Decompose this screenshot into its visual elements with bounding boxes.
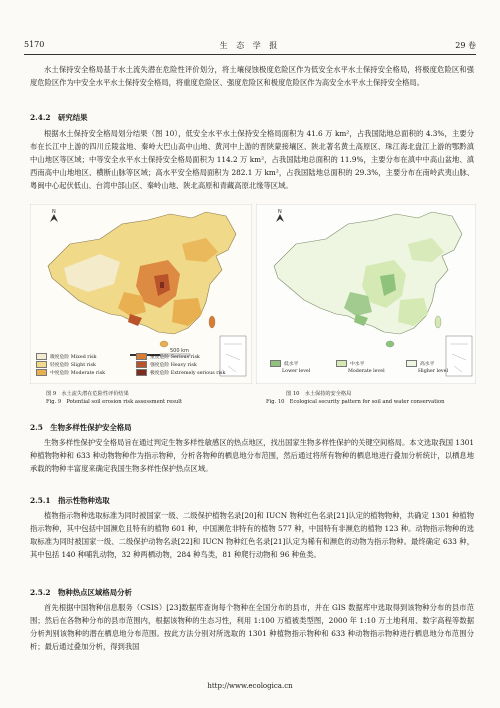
- legend-item-higher-level: 高水平 Higher level: [406, 360, 448, 375]
- figure-10-caption: [266, 390, 476, 406]
- legend-item-mixed-risk: 微度危险 Mixed risk: [36, 353, 97, 361]
- section-2-5-2-heading: 2.5.2 物种热点区域格局分析: [30, 588, 132, 597]
- header-rule: [24, 54, 476, 55]
- figure-9-caption: [46, 390, 246, 406]
- legend-item-serious-risk: 重度危险 Serious risk: [136, 353, 200, 361]
- section-2-4-2-heading: 2.4.2 研究结果: [30, 113, 88, 122]
- security-pattern-map: [256, 204, 476, 384]
- scale-label: 500 km: [170, 348, 189, 354]
- figure-9-caption-cn: 图 9 水土流失潜在危险性评价结果: [46, 391, 129, 397]
- legend-swatch: [270, 360, 281, 367]
- figure-10-caption-cn: 图 10 水土保持的安全格局: [286, 391, 352, 397]
- legend-item-slight-risk: 轻度危险 Slight risk: [36, 361, 96, 369]
- figure-10-legend: [270, 360, 470, 376]
- legend-swatch: [36, 369, 47, 376]
- legend-swatch: [36, 361, 47, 368]
- volume-label: 29 卷: [455, 41, 476, 50]
- legend-swatch: [136, 361, 147, 368]
- legend-swatch: [336, 360, 347, 367]
- svg-text:N: N: [52, 209, 56, 215]
- figure-9-caption-en: Fig. 9 Potential soil erosion risk assessment result: [46, 399, 183, 405]
- legend-swatch: [36, 353, 47, 360]
- figure-10-caption-en: Fig. 10 Ecological security pattern for soil and water conservation: [266, 399, 445, 405]
- section-2-5-2-text: 首先根据中国物种信息服务（CSIS）[23]数据库查询每个物种在全国分布的县市，并在 GIS 数据库中选取得到该物种分布的县市范围；然后在各物种分布的县市范围内，根据该物种的生态习性，利用 1:100 万植被类型图，2000 年 1:10 万土地利用、数字高程等数据分析判别该物种的潜在栖息地分布范围。按此方法分别对所选取的 1301 种植物指示物种和 633 种动物指示物种进行栖息地分布范围分析；最后通过叠加分析，得到我国: [30, 603, 474, 651]
- svg-text:N: N: [278, 209, 282, 215]
- running-header: [24, 40, 476, 54]
- section-2-5-text: 生物多样性保护安全格局旨在通过判定生物多样性敏感区的热点地区，找出国家生物多样性保护的关键空间格局。本文选取我国 1301 种植物物种和 633 种动物物种作为指示物种，分析各物种的栖息地分布范围，然后通过将所有物种的栖息地进行叠加分析统计，以栖息地承载的物种丰富度来确定我国生物多样性保护热点区域。: [30, 438, 474, 473]
- journal-url: http://www.ecologica.cn: [207, 682, 293, 690]
- page-number: 5170: [24, 40, 45, 49]
- section-2-5-1-heading: 2.5.1 指示性物种选取: [30, 496, 110, 505]
- journal-title: 生 态 学 报: [219, 41, 281, 50]
- figure-10: [256, 204, 476, 384]
- legend-item-moderate-risk: 中度危险 Moderate risk: [36, 369, 105, 377]
- legend-swatch: [406, 360, 417, 367]
- legend-swatch: [136, 369, 147, 376]
- intro-paragraph: 水土保持安全格局基于水土流失潜在危险性评价划分，将土壤侵蚀极度危险区作为低安全水平水土保持安全格局，将极度危险区和强度危险区作为中安全水平水土保持安全格局，将重度危险区、强度危险区和极度危险区作为高安全水平水土保持安全格局。: [30, 65, 474, 87]
- legend-item-moderate-level: 中水平 Moderate level: [336, 360, 385, 375]
- section-2-4-2-text: 根据水土保持安全格局划分结果（图 10），低安全水平水土保持安全格局面积为 41.6 万 km²，占我国陆地总面积的 4.3%，主要分布在长江中上游的四川丘陵盆地、秦岭大巴山高中山地、黄河中上游的晋陕蒙接壤区、陕北著名黄土高原区、珠江海北盘江上游的鄂黔滇中山地区等区域；中等安全水平水土保持安全格局面积为 114.2 万 km²，占我国陆地总面积的 11.9%，主要分布在滇中中高山盆地、滇西南高中山地地区、横断山脉等区域；高水平安全格局面积为 282.1 万 km²，占我国陆地总面积的 29.3%，主要分布在南岭武夷山脉、粤闽中心起伏低山、台湾中部山区、秦岭山地、陕北高原和青藏高原北缘等区域。: [30, 129, 474, 190]
- section-2-5-heading: 2.5 生物多样性保护安全格局: [30, 423, 132, 432]
- legend-item-extreme-risk: 极度危险 Extremely serious risk: [136, 369, 225, 377]
- figure-9-legend: [36, 353, 236, 383]
- legend-item-heavy-risk: 强度危险 Heavy risk: [136, 361, 197, 369]
- section-2-5-1-text: 植物指示物种选取标准为同时被国家一级、二级保护植物名录[20]和 IUCN 物种红色名录[21]认定的植物物种，共确定 1301 种植物指示物种，其中包括中国濒危且特有的植物 601 种，中国濒危非特有的植物 577 种，中国特有非濒危的植物 123 种。动物指示物种的选取标准为同时被国家一级、二级保护动物名录[22]和 IUCN 物种红色名录[21]认定为稀有和濒危的动物为指示物种。最终确定 633 种，其中包括 140 种哺乳动物，32 种两栖动物，284 种鸟类，81 种爬行动物和 96 种鱼类。: [30, 511, 474, 559]
- legend-item-lower-level: 低水平 Lower level: [270, 360, 310, 375]
- legend-swatch: [136, 353, 147, 360]
